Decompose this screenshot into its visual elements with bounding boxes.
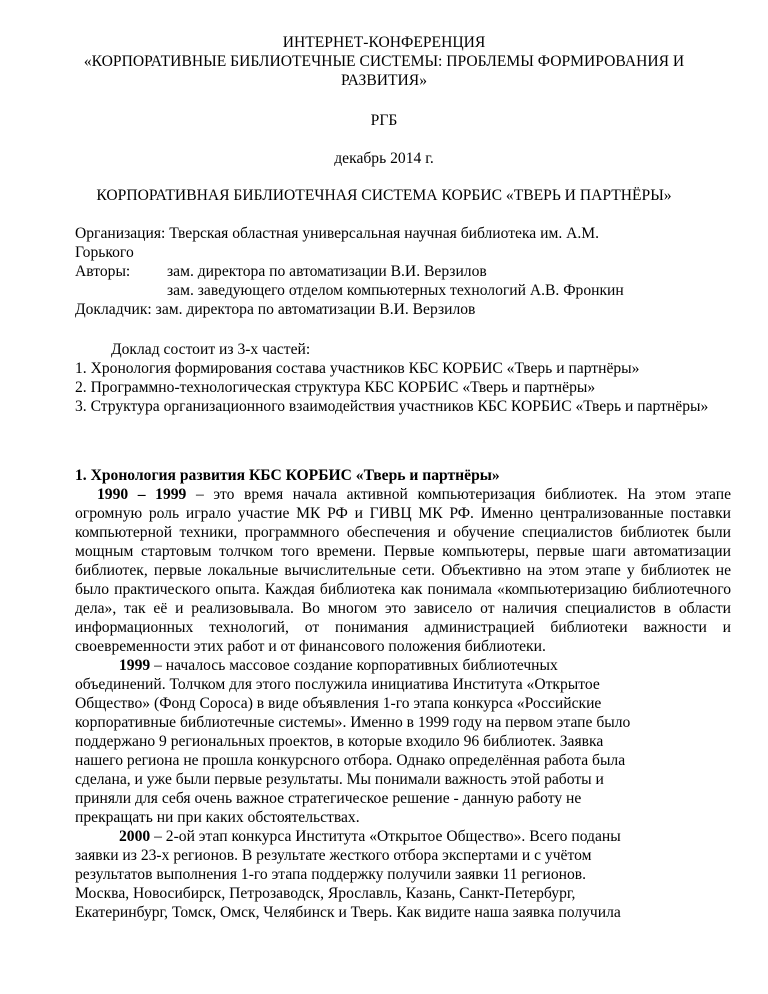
p2000-line-4: Екатеринбург, Томск, Омск, Челябинск и Тверь. Как видите наша заявка получила <box>75 904 621 921</box>
paragraph-1999 <box>75 656 731 827</box>
p1999-line-1: объединений. Толчком для этого послужила инициатива Института «Открытое <box>75 676 600 693</box>
p1999-line-6: сделана, и уже были первые результаты. Мы понимали важность этой работы и <box>75 771 604 788</box>
header-line-2: «КОРПОРАТИВНЫЕ БИБЛИОТЕЧНЫЕ СИСТЕМЫ: ПРОБЛЕМЫ ФОРМИРОВАНИЯ И <box>83 53 685 70</box>
year-1999: 1999 <box>119 657 151 674</box>
contents-item-3: 3. Структура организационного взаимодействия участников КБС КОРБИС «Тверь и партнёры» <box>75 398 709 415</box>
paragraph-2000 <box>75 827 731 922</box>
header-line-1: ИНТЕРНЕТ-КОНФЕРЕНЦИЯ <box>282 34 486 51</box>
p1999-line-5: нашего региона не прошла конкурсного отбора. Однако определённая работа была <box>75 752 626 769</box>
author-2: зам. заведующего отделом компьютерных технологий А.В. Фронкин <box>167 282 624 299</box>
year-1990-1999: 1990 – 1999 <box>97 486 187 503</box>
contents-item-1: 1. Хронология формирования состава участников КБС КОРБИС «Тверь и партнёры» <box>75 360 640 377</box>
p1999-line-2: Общество» (Фонд Сороса) в виде объявления 1-го этапа конкурса «Российские <box>75 695 602 712</box>
author-1: зам. директора по автоматизации В.И. Верзилов <box>167 263 487 280</box>
year-2000: 2000 <box>119 828 151 845</box>
meta-block <box>75 224 731 319</box>
paragraph-1990 <box>75 485 731 656</box>
p2000-line-2: результатов выполнения 1-го этапа поддержку получили заявки 11 регионов. <box>75 866 587 883</box>
p1999-line-4: поддержано 9 региональных проектов, в которые входило 96 библиотек. Заявка <box>75 733 604 750</box>
section-1-heading: 1. Хронология развития КБС КОРБИС «Тверь и партнёры» <box>75 467 500 484</box>
conference-header <box>40 33 728 90</box>
speaker-value: зам. директора по автоматизации В.И. Верзилов <box>155 301 476 318</box>
org-label: Организация: <box>75 225 166 242</box>
conference-date: декабрь 2014 г. <box>334 150 434 167</box>
header-line-3: РАЗВИТИЯ» <box>340 72 427 89</box>
p2000-line-3: Москва, Новосибирск, Петрозаводск, Ярославль, Казань, Санкт-Петербург, <box>75 885 576 902</box>
p1999-line-8: прекращать ни при каких обстоятельствах. <box>75 809 360 826</box>
org-value-cont: Горького <box>75 244 134 261</box>
speaker-label: Докладчик: <box>75 301 152 318</box>
document-title: КОРПОРАТИВНАЯ БИБЛИОТЕЧНАЯ СИСТЕМА КОРБИС «ТВЕРЬ И ПАРТНЁРЫ» <box>96 187 672 204</box>
org-value: Тверская областная универсальная научная библиотека им. А.М. <box>169 225 600 242</box>
p2000-line-0: – 2-ой этап конкурса Института «Открытое Общество». Всего поданы <box>150 828 621 845</box>
p1999-line-3: корпоративные библиотечные системы». Именно в 1999 году на первом этапе было <box>75 714 631 731</box>
contents-intro: Доклад состоит из 3-х частей: <box>111 341 311 358</box>
paragraph-1990-text: – это время начала активной компьютеризация библиотек. На этом этапе огромную роль играло участие МК РФ и ГИВЦ МК РФ. Именно централизованные поставки компьютерной техники, программного обеспечения и обучение специалистов библиотек были мощным стартовым толчком того времени. Первые компьютеры, первые шаги автоматизации библиотек, первые локальные вычислительные сети. Объективно на этом этапе у библиотек не было практического опыта. Каждая библиотека как понимала «компьютеризацию библиотечного дела», так её и реализовывала. Во многом это зависело от наличия специалистов в области информационных технологий, от понимания администрацией библиотеки важности и своевременности этих работ и от финансового положения библиотеки. <box>75 486 731 655</box>
p2000-line-1: заявки из 23-х регионов. В результате жесткого отбора экспертами и с учётом <box>75 847 592 864</box>
contents-item-2: 2. Программно-технологическая структура КБС КОРБИС «Тверь и партнёры» <box>75 379 596 396</box>
contents-block <box>75 340 731 416</box>
p1999-line-0: – началось массовое создание корпоративных библиотечных <box>150 657 558 674</box>
organizer: РГБ <box>370 112 398 129</box>
p1999-line-7: приняли для себя очень важное стратегическое решение - данную работу не <box>75 790 582 807</box>
section-1 <box>75 466 731 922</box>
authors-label: Авторы: <box>75 263 131 280</box>
